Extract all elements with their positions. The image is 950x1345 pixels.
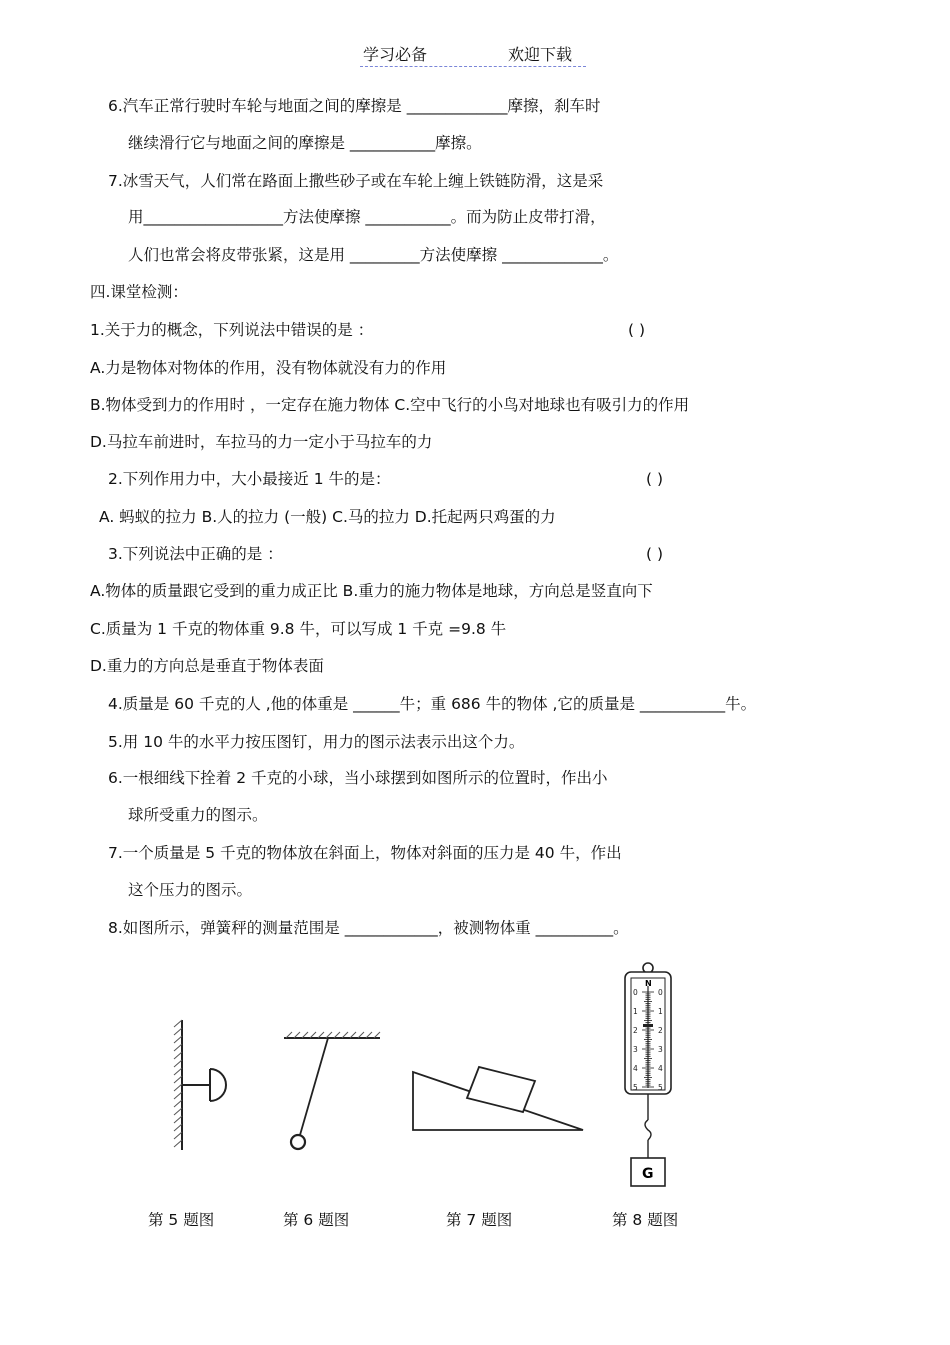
test-q2: 2.下列作用力中，大小最接近 1 牛的是： [108, 470, 391, 488]
page-header [360, 42, 586, 67]
q6-line1: 6.汽车正常行驶时车轮与地面之间的摩擦是 _____________摩擦，刹车时 [108, 97, 601, 115]
test-q3-option-ab: A.物体的质量跟它受到的重力成正比 B.重力的施力物体是地球，方向总是竖直向下 [90, 582, 653, 600]
scale-pointer [643, 1024, 653, 1027]
header-right-text: 欢迎下载 [508, 45, 573, 64]
test-q8: 8.如图所示，弹簧秤的测量范围是 ____________，被测物体重 __________。 [108, 919, 629, 937]
caption-fig6: 第 6 题图 [283, 1211, 350, 1229]
test-q3-option-c: C.质量为 1 千克的物体重 9.8 牛，可以写成 1 千克 =9.8 牛 [90, 620, 507, 638]
scale-label-left-0: 0 [633, 988, 638, 997]
figure-spring-scale [615, 960, 680, 1190]
scale-label-left-2: 2 [633, 1026, 638, 1035]
caption-fig5: 第 5 题图 [148, 1211, 215, 1229]
test-q2-options: A. 蚂蚁的拉力 B.人的拉力 (一般) C.马的拉力 D.托起两只鸡蛋的力 [99, 508, 556, 526]
header-left-text: 学习必备 [363, 45, 428, 64]
caption-fig8: 第 8 题图 [612, 1211, 679, 1229]
scale-label-right-0: 0 [658, 988, 663, 997]
scale-label-right-5: 5 [658, 1083, 663, 1092]
figure-pendulum [280, 1028, 385, 1156]
q6-line2: 继续滑行它与地面之间的摩擦是 ___________摩擦。 [128, 134, 482, 152]
figure-thumbtack-wall [170, 1015, 240, 1155]
test-q6-line1: 6.一根细线下拴着 2 千克的小球，当小球摆到如图所示的位置时，作出小 [108, 769, 608, 787]
scale-label-right-4: 4 [658, 1064, 663, 1073]
test-q6-line2: 球所受重力的图示。 [128, 806, 268, 824]
test-q4: 4.质量是 60 千克的人 ,他的体重是 ______牛；重 686 牛的物体 ,它的质量是 ___________牛。 [108, 695, 757, 713]
scale-label-left-5: 5 [633, 1083, 638, 1092]
q7-line3: 人们也常会将皮带张紧，这是用 _________方法使摩擦 _____________。 [128, 246, 619, 264]
scale-unit-label: N [645, 979, 652, 988]
scale-label-left-3: 3 [633, 1045, 638, 1054]
test-q1: 1.关于力的概念，下列说法中错误的是 ： [90, 321, 374, 339]
test-q7-line2: 这个压力的图示。 [128, 881, 253, 899]
test-q3-bracket: ( ) [646, 545, 664, 563]
q7-line1: 7.冰雪天气，人们常在路面上撒些砂子或在车轮上缠上铁链防滑，这是采 [108, 172, 604, 190]
figure-incline-block [405, 1062, 590, 1134]
test-q5: 5.用 10 牛的水平力按压图钉，用力的图示法表示出这个力。 [108, 733, 525, 751]
weight-label: G [642, 1166, 654, 1182]
test-q7-line1: 7.一个质量是 5 千克的物体放在斜面上，物体对斜面的压力是 40 牛，作出 [108, 844, 622, 862]
test-q1-option-d: D.马拉车前进时，车拉马的力一定小于马拉车的力 [90, 433, 433, 451]
test-q1-bracket: ( ) [628, 321, 646, 339]
scale-label-left-1: 1 [633, 1007, 638, 1016]
q7-line2: 用__________________方法使摩擦 ___________。而为防止皮带打滑， [128, 208, 606, 226]
test-q3: 3.下列说法中正确的是 ： [108, 545, 283, 563]
scale-label-right-3: 3 [658, 1045, 663, 1054]
test-q2-bracket: ( ) [646, 470, 664, 488]
scale-label-right-2: 2 [658, 1026, 663, 1035]
caption-fig7: 第 7 题图 [446, 1211, 513, 1229]
scale-label-left-4: 4 [633, 1064, 638, 1073]
section-title: 四.课堂检测： [90, 283, 188, 301]
test-q1-option-a: A.力是物体对物体的作用，没有物体就没有力的作用 [90, 359, 447, 377]
test-q3-option-d: D.重力的方向总是垂直于物体表面 [90, 657, 324, 675]
scale-label-right-1: 1 [658, 1007, 663, 1016]
test-q1-option-bc: B.物体受到力的作用时 ，一定存在施力物体 C.空中飞行的小鸟对地球也有吸引力的作用 [90, 396, 690, 414]
